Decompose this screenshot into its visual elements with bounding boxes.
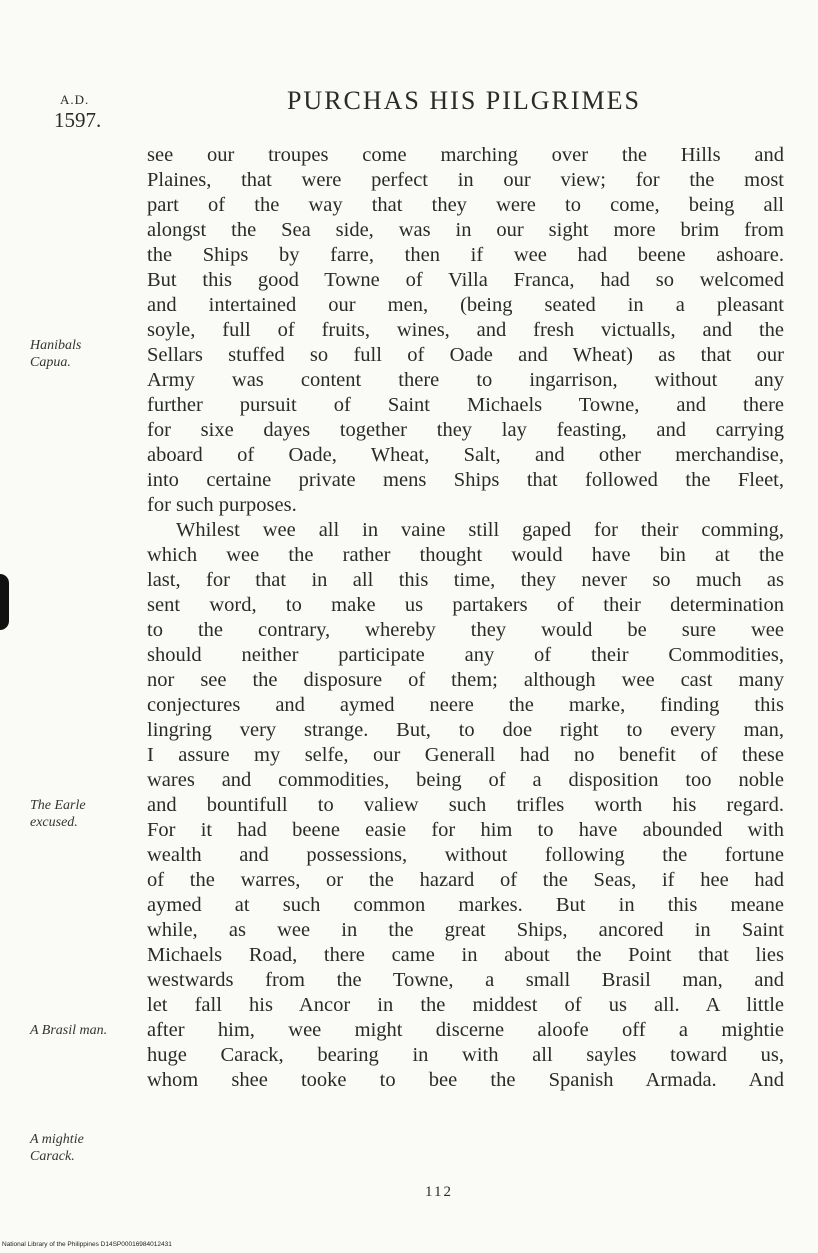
text-line: I assure my selfe, our Generall had no benefit of these bbox=[147, 744, 784, 766]
text-line: lingring very strange. But, to doe right to every man, bbox=[147, 719, 784, 741]
text-line: which wee the rather thought would have bin at the bbox=[147, 544, 784, 566]
text-line: aboard of Oade, Wheat, Salt, and other merchandise, bbox=[147, 444, 784, 466]
margin-note-line: excused. bbox=[30, 815, 78, 830]
text-line: part of the way that they were to come, being all bbox=[147, 194, 784, 216]
margin-note-line: A mightie bbox=[30, 1132, 84, 1147]
text-line: Sellars stuffed so full of Oade and Wheat) as that our bbox=[147, 344, 784, 366]
text-line: last, for that in all this time, they never so much as bbox=[147, 569, 784, 591]
library-stamp: National Library of the Philippines D14SP00016984012431 bbox=[2, 1241, 172, 1248]
text-line: and intertained our men, (being seated in a pleasant bbox=[147, 294, 784, 316]
running-title: PURCHAS HIS PILGRIMES bbox=[286, 86, 642, 115]
header-era: A.D. bbox=[60, 92, 90, 107]
margin-note-earle-excused bbox=[30, 797, 140, 831]
text-line: soyle, full of fruits, wines, and fresh victualls, and the bbox=[147, 319, 784, 341]
margin-note-line: A Brasil man. bbox=[30, 1023, 108, 1038]
text-line: sent word, to make us partakers of their determination bbox=[147, 594, 784, 616]
body-text bbox=[147, 143, 784, 1093]
margin-note-line: Hanibals bbox=[30, 338, 82, 353]
text-line: Plaines, that were perfect in our view; for the most bbox=[147, 169, 784, 191]
margin-note-line: Capua. bbox=[30, 355, 71, 370]
text-line: Army was content there to ingarrison, without any bbox=[147, 369, 784, 391]
text-line: wealth and possessions, without following the fortune bbox=[147, 844, 784, 866]
margin-note-line: Carack. bbox=[30, 1149, 75, 1164]
text-line: conjectures and aymed neere the marke, finding this bbox=[147, 694, 784, 716]
text-line: huge Carack, bearing in with all sayles toward us, bbox=[147, 1044, 784, 1066]
text-line: Michaels Road, there came in about the Point that lies bbox=[147, 944, 784, 966]
text-line: let fall his Ancor in the middest of us all. A little bbox=[147, 994, 784, 1016]
text-line: to the contrary, whereby they would be sure wee bbox=[147, 619, 784, 641]
text-line: But this good Towne of Villa Franca, had so welcomed bbox=[147, 269, 784, 291]
text-line: while, as wee in the great Ships, ancored in Saint bbox=[147, 919, 784, 941]
text-line: see our troupes come marching over the Hills and bbox=[147, 144, 784, 166]
text-line: aymed at such common markes. But in this meane bbox=[147, 894, 784, 916]
text-line: and bountifull to valiew such trifles worth his regard. bbox=[147, 794, 784, 816]
text-line: nor see the disposure of them; although wee cast many bbox=[147, 669, 784, 691]
text-line: for sixe dayes together they lay feasting, and carrying bbox=[147, 419, 784, 441]
text-line: Whilest wee all in vaine still gaped for their comming, bbox=[176, 519, 784, 541]
text-line: further pursuit of Saint Michaels Towne, and there bbox=[147, 394, 784, 416]
margin-note-hanibals-capua bbox=[30, 337, 140, 371]
margin-note-brasil-man bbox=[30, 1022, 140, 1039]
text-line: into certaine private mens Ships that followed the Fleet, bbox=[147, 469, 784, 491]
text-line: the Ships by farre, then if wee had beene ashoare. bbox=[147, 244, 784, 266]
margin-note-line: The Earle bbox=[30, 798, 86, 813]
text-line: For it had beene easie for him to have abounded with bbox=[147, 819, 784, 841]
text-line: westwards from the Towne, a small Brasil man, and bbox=[147, 969, 784, 991]
text-line: of the warres, or the hazard of the Seas, if hee had bbox=[147, 869, 784, 891]
text-line: should neither participate any of their Commodities, bbox=[147, 644, 784, 666]
text-line: alongst the Sea side, was in our sight more brim from bbox=[147, 219, 784, 241]
header-date bbox=[54, 93, 114, 132]
page-edge-shadow bbox=[0, 574, 9, 630]
text-line: for such purposes. bbox=[147, 494, 297, 516]
margin-note-mightie-carack bbox=[30, 1131, 140, 1165]
text-line: after him, wee might discerne aloofe off a mightie bbox=[147, 1019, 784, 1041]
page-number: 112 bbox=[425, 1184, 453, 1200]
text-line: whom shee tooke to bee the Spanish Armada. And bbox=[147, 1069, 784, 1091]
text-line: wares and commodities, being of a disposition too noble bbox=[147, 769, 784, 791]
header-year: 1597. bbox=[54, 108, 102, 133]
